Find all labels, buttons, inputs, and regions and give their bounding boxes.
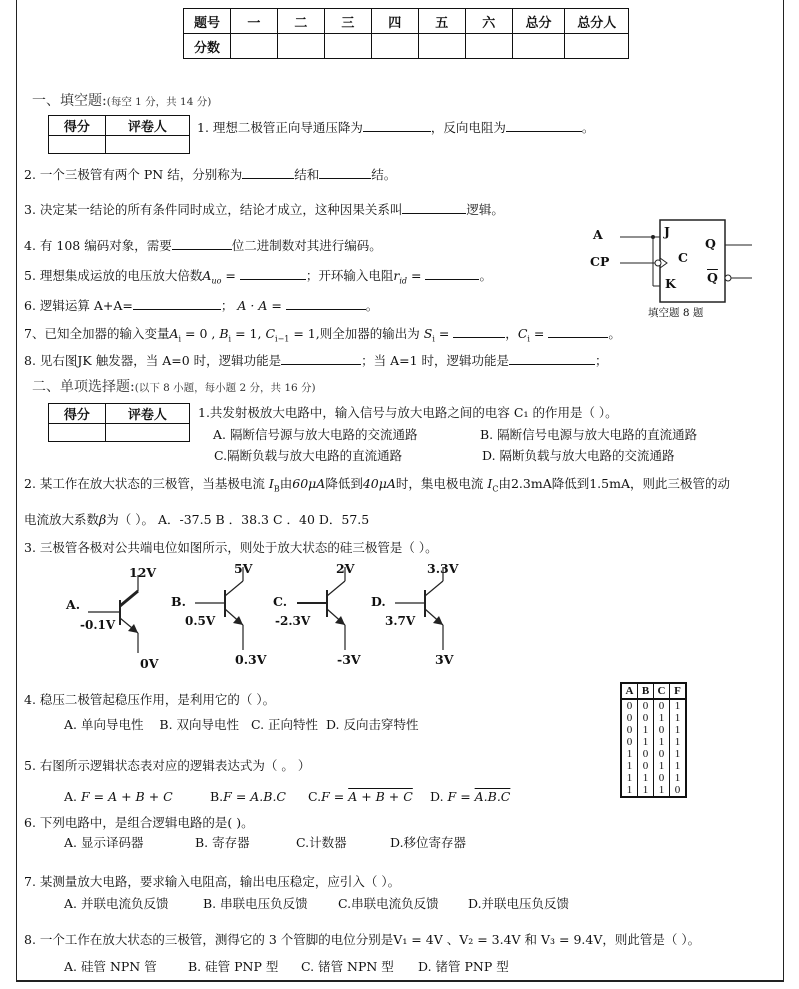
score-header: 总分 bbox=[512, 9, 565, 34]
option[interactable]: A. 显示译码器 bbox=[64, 835, 144, 850]
transistor-option-label: C. bbox=[273, 594, 288, 609]
truth-table-cell: 1 bbox=[621, 772, 638, 784]
score-cell bbox=[418, 34, 465, 59]
collector-voltage: 5V bbox=[234, 561, 253, 576]
truth-table-cell: 0 bbox=[638, 712, 654, 724]
option[interactable]: C.计数器 bbox=[296, 835, 347, 850]
choice-q8: 8. 一个工作在放大状态的三极管，测得它的 3 个管脚的电位分别是V₁ = 4V 、V₂ = 3.4V 和 V₃ = 9.4V，则此管是（ ）。 bbox=[24, 932, 701, 947]
jk-output-q: Q bbox=[705, 236, 716, 251]
jk-output-qbar: $\overline{Q}$ bbox=[707, 270, 718, 285]
answer-blank[interactable] bbox=[319, 166, 371, 179]
choice-q2: 2. 某工作在放大状态的三极管，当基极电流 $I_B$由60μA降低到40μA时，集电极电流 $I_C$由2.3mA降低到1.5mA，则此三极管的动 bbox=[24, 476, 730, 494]
truth-table-cell: 1 bbox=[670, 748, 687, 760]
truth-table-cell: 0 bbox=[638, 748, 654, 760]
base-voltage: 3.7V bbox=[385, 614, 416, 628]
fill-q8: 8. 见右图JK 触发器，当 A=0 时，逻辑功能是 ；当 A=1 时，逻辑功能是 ； bbox=[24, 353, 608, 368]
truth-table-row bbox=[621, 784, 686, 797]
score-header: 四 bbox=[371, 9, 418, 34]
answer-blank[interactable] bbox=[425, 267, 479, 280]
truth-table-cell: 0 bbox=[621, 699, 638, 712]
transistor-option-label: A. bbox=[66, 597, 81, 612]
fill-q3: 3. 决定某一结论的所有条件同时成立，结论才成立，这种因果关系叫 逻辑。 bbox=[24, 202, 504, 217]
truth-table-cell: 0 bbox=[654, 699, 670, 712]
truth-table-cell: 1 bbox=[654, 760, 670, 772]
collector-voltage: 12V bbox=[129, 565, 157, 580]
option[interactable]: D. 隔断负载与放大电路的交流通路 bbox=[482, 448, 675, 463]
score-header: 一 bbox=[230, 9, 277, 34]
truth-table-cell: 1 bbox=[670, 699, 687, 712]
truth-table-cell: 0 bbox=[638, 699, 654, 712]
truth-table-header: F bbox=[670, 683, 687, 699]
base-voltage: -0.1V bbox=[80, 618, 116, 632]
option[interactable]: B. 隔断信号电源与放大电路的直流通路 bbox=[480, 427, 698, 442]
option[interactable]: D. 反向击穿特性 bbox=[325, 717, 419, 732]
truth-table-row bbox=[621, 724, 686, 736]
section-1-heading: 一、填空题:(每空 1 分，共 14 分) bbox=[32, 93, 212, 109]
score-cell bbox=[512, 34, 565, 59]
section-2-heading: 二、单项选择题:(以下 8 小题，每小题 2 分，共 16 分) bbox=[32, 379, 316, 395]
score-cell bbox=[465, 34, 512, 59]
truth-table-cell: 1 bbox=[670, 760, 687, 772]
option[interactable]: A. 硅管 NPN 管 bbox=[64, 959, 157, 974]
collector-voltage: 3.3V bbox=[427, 561, 459, 576]
score-cell bbox=[565, 34, 629, 59]
jk-pin-c: C bbox=[678, 250, 688, 265]
truth-table-header: C bbox=[654, 683, 670, 699]
answer-blank[interactable] bbox=[363, 119, 431, 132]
truth-table-cell: 0 bbox=[654, 748, 670, 760]
option[interactable]: B. 串联电压负反馈 bbox=[203, 896, 308, 911]
option[interactable]: C.F = A + B + C bbox=[308, 789, 413, 804]
score-header: 二 bbox=[277, 9, 324, 34]
option[interactable]: C.串联电流负反馈 bbox=[338, 896, 439, 911]
fill-q1: 1. 理想二极管正向导通压降为 ，反向电阻为 。 bbox=[197, 120, 595, 135]
answer-blank[interactable] bbox=[509, 352, 595, 365]
truth-table-row bbox=[621, 699, 686, 712]
truth-table-cell: 1 bbox=[670, 712, 687, 724]
truth-table-cell: 1 bbox=[670, 724, 687, 736]
score-table bbox=[183, 8, 629, 59]
truth-table-cell: 1 bbox=[621, 748, 638, 760]
truth-table-cell: 0 bbox=[638, 760, 654, 772]
option[interactable]: C. 锗管 NPN 型 bbox=[301, 959, 394, 974]
option[interactable]: D.并联电压负反馈 bbox=[468, 896, 570, 911]
score-header: 总分人 bbox=[565, 9, 629, 34]
jk-flipflop-symbol bbox=[585, 215, 765, 315]
truth-table-header: B bbox=[638, 683, 654, 699]
answer-blank[interactable] bbox=[133, 297, 221, 310]
score-row-label: 分数 bbox=[184, 34, 231, 59]
option[interactable]: B. 双向导电性 bbox=[159, 717, 240, 732]
grader-table-2: 得分 评卷人 bbox=[48, 403, 190, 442]
transistor-option-label: D. bbox=[371, 594, 386, 609]
choice-q2-cont: 电流放大系数β为（ ）。 A．-37.5 B ．38.3 C ．40 D．57.5 bbox=[24, 512, 370, 527]
truth-table-cell: 1 bbox=[638, 724, 654, 736]
truth-table-cell: 1 bbox=[670, 772, 687, 784]
answer-blank[interactable] bbox=[281, 352, 361, 365]
score-cell bbox=[277, 34, 324, 59]
truth-table-cell: 0 bbox=[621, 724, 638, 736]
answer-blank[interactable] bbox=[402, 201, 466, 214]
collector-voltage: 2V bbox=[336, 561, 355, 576]
truth-table-cell: 1 bbox=[654, 712, 670, 724]
truth-table-cell: 1 bbox=[654, 736, 670, 748]
option[interactable]: A. 隔断信号源与放大电路的交流通路 bbox=[213, 427, 418, 442]
score-header: 三 bbox=[324, 9, 371, 34]
truth-table-row bbox=[621, 772, 686, 784]
emitter-voltage: 0.3V bbox=[235, 652, 267, 667]
truth-table-cell: 0 bbox=[621, 736, 638, 748]
answer-blank[interactable] bbox=[286, 297, 366, 310]
option[interactable]: B.F = A.B.C bbox=[210, 789, 286, 804]
base-voltage: 0.5V bbox=[185, 614, 216, 628]
choice-q3: 3. 三极管各极对公共端电位如图所示，则处于放大状态的硅三极管是（ ）。 bbox=[24, 540, 438, 555]
jk-input-a: A bbox=[593, 227, 603, 242]
option[interactable]: C. 正向特性 bbox=[250, 717, 319, 732]
emitter-voltage: -3V bbox=[337, 652, 361, 667]
choice-q6: 6. 下列电路中，是组合逻辑电路的是( )。 bbox=[24, 815, 254, 830]
choice-q7: 7. 某测量放大电路，要求输入电阻高，输出电压稳定，应引入（ ）。 bbox=[24, 874, 401, 889]
option[interactable]: D. F = A.B.C bbox=[430, 789, 511, 804]
option[interactable]: A. F = A + B + C bbox=[64, 789, 173, 804]
score-header: 题号 bbox=[184, 9, 231, 34]
answer-blank[interactable] bbox=[242, 166, 294, 179]
truth-table bbox=[620, 682, 687, 798]
q4-options bbox=[64, 715, 419, 733]
truth-table-row bbox=[621, 760, 686, 772]
option[interactable]: A. 并联电流负反馈 bbox=[64, 896, 169, 911]
jk-input-cp: CP bbox=[590, 254, 610, 269]
option[interactable]: C.隔断负载与放大电路的直流通路 bbox=[214, 448, 403, 463]
truth-table-cell: 1 bbox=[670, 736, 687, 748]
truth-table-cell: 1 bbox=[621, 760, 638, 772]
answer-blank[interactable] bbox=[453, 325, 505, 338]
truth-table-row bbox=[621, 748, 686, 760]
fill-q7: 7、已知全加器的输入变量$A_i = 0$ , $B_i = 1$, $C_{i-1} = 1$,则全加器的输出为 $S_i$ = ，$C_i$ = 。 bbox=[24, 326, 621, 344]
emitter-voltage: 3V bbox=[435, 652, 454, 667]
fill-q4: 4. 有 108 编码对象，需要 位二进制数对其进行编码。 bbox=[24, 238, 382, 253]
truth-table-cell: 0 bbox=[670, 784, 687, 797]
truth-table-cell: 1 bbox=[638, 784, 654, 797]
choice-q1: 1.共发射极放大电路中，输入信号与放大电路之间的电容 C₁ 的作用是（ ）。 bbox=[198, 405, 618, 420]
grader-table-1: 得分 评卷人 bbox=[48, 115, 190, 154]
emitter-voltage: 0V bbox=[140, 656, 159, 671]
answer-blank[interactable] bbox=[506, 119, 582, 132]
transistor-option-label: B. bbox=[171, 594, 186, 609]
truth-table-header: A bbox=[621, 683, 638, 699]
truth-table-cell: 0 bbox=[654, 772, 670, 784]
score-cell bbox=[230, 34, 277, 59]
answer-blank[interactable] bbox=[240, 267, 306, 280]
score-header: 六 bbox=[465, 9, 512, 34]
score-header: 五 bbox=[418, 9, 465, 34]
score-cell bbox=[371, 34, 418, 59]
choice-q5: 5. 右图所示逻辑状态表对应的逻辑表达式为（ 。 ） bbox=[24, 758, 311, 773]
figure-caption: 填空题 8 题 bbox=[648, 307, 704, 319]
base-voltage: -2.3V bbox=[275, 614, 311, 628]
truth-table-cell: 0 bbox=[654, 724, 670, 736]
jk-pin-k: K bbox=[665, 276, 676, 291]
truth-table-row bbox=[621, 736, 686, 748]
score-cell bbox=[324, 34, 371, 59]
option[interactable]: D.移位寄存器 bbox=[390, 835, 467, 850]
choice-q4: 4. 稳压二极管起稳压作用，是利用它的（ ）。 bbox=[24, 692, 276, 707]
answer-blank[interactable] bbox=[172, 237, 232, 250]
jk-pin-j: J bbox=[664, 224, 670, 239]
option[interactable]: B. 硅管 PNP 型 bbox=[188, 959, 279, 974]
truth-table-cell: 1 bbox=[638, 736, 654, 748]
fill-q2: 2. 一个三极管有两个 PN 结，分别称为 结和 结。 bbox=[24, 167, 397, 182]
truth-table-cell: 0 bbox=[621, 712, 638, 724]
option[interactable]: D. 锗管 PNP 型 bbox=[418, 959, 509, 974]
truth-table-cell: 1 bbox=[654, 784, 670, 797]
truth-table-cell: 1 bbox=[638, 772, 654, 784]
fill-q5: 5. 理想集成运放的电压放大倍数$A_{uo}$ = ；开环输入电阻$r_{id}$ = 。 bbox=[24, 268, 492, 286]
truth-table-cell: 1 bbox=[621, 784, 638, 797]
truth-table-row bbox=[621, 712, 686, 724]
fill-q6: 6. 逻辑运算 A+A= ； A · A = 。 bbox=[24, 298, 379, 313]
answer-blank[interactable] bbox=[548, 325, 608, 338]
option[interactable]: B. 寄存器 bbox=[195, 835, 250, 850]
option[interactable]: A. 单向导电性 bbox=[64, 717, 144, 732]
